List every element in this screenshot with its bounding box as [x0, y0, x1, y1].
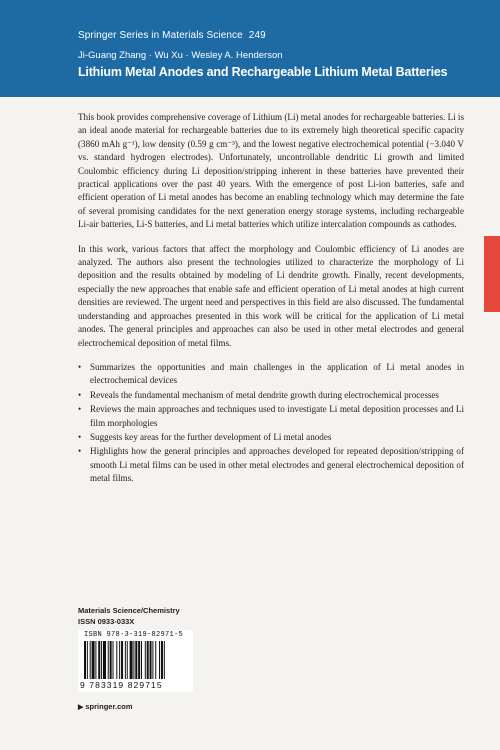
bullet-icon: • [78, 389, 82, 400]
subject-category: Materials Science/Chemistry [78, 606, 180, 615]
bullet-icon: • [78, 361, 82, 372]
series-number: 249 [248, 30, 266, 41]
footer-meta [78, 605, 180, 627]
list-item [78, 389, 464, 402]
description-paragraph-2: In this work, various factors that affect the morphology and Coulombic efficiency of Li anodes are analyzed. The authors also present the technologies utilized to characterize the morphology of Li deposition and the results obtained by modeling of Li dendrite growth. Finally, recent developments, especially the new approaches that enable safe and efficient operation of Li metal anodes at high current densities are reviewed. The urgent need and perspectives in this field are also discussed. The fundamental understanding and approaches presented in this work will be critical for the application of Li metal anodes. The general principles and approaches can also be used in other metal electrodes and general electrochemical deposition of metal films. [78, 243, 464, 348]
list-item [78, 403, 464, 430]
arrow-right-icon: ▶ [78, 704, 84, 711]
barcode-icon [84, 641, 187, 679]
series-name: Springer Series in Materials Science [78, 30, 243, 41]
bullet-icon: • [78, 446, 82, 457]
list-item [78, 431, 464, 444]
authors: Ji-Guang Zhang · Wu Xu · Wesley A. Henderson [78, 50, 283, 61]
list-item-text: Reveals the fundamental mechanism of metal dendrite growth during electrochemical processes [90, 389, 439, 400]
side-color-tab [484, 236, 500, 312]
list-item-text: Reviews the main approaches and techniques used to investigate Li metal deposition processes and Li film morphologies [90, 404, 464, 428]
barcode-box [78, 630, 193, 692]
website-label: springer.com [85, 702, 133, 711]
description-paragraph-1: This book provides comprehensive coverage of Lithium (Li) metal anodes for rechargeable batteries. Li is an ideal anode material for rechargeable batteries due to its extremely high theoretical specific capacity (3860 mAh g⁻¹), low density (0.59 g cm⁻³), and the lowest negative electrochemical potential (−3.040 V vs. standard hydrogen electrodes). Unfortunately, uncontrollable dendritic Li growth and limited Coulombic efficiency during Li deposition/stripping inherent in these batteries have prevented their practical applications over the past 40 years. With the emergence of post Li-ion batteries, safe and efficient operation of Li metal anodes has become an enabling technology which may determine the fate of several promising candidates for the next generation energy storage systems, including rechargeable Li-air batteries, Li-S batteries, and Li metal batteries which utilize intercalation compounds as cathodes. [78, 112, 464, 230]
bullet-icon: • [78, 404, 82, 415]
list-item-text: Summarizes the opportunities and main challenges in the application of Li metal anodes in electrochemical devices [90, 361, 464, 386]
isbn-label: ISBN 978-3-319-82971-5 [84, 631, 184, 639]
isbn-digits: 9 783319 829715 [80, 680, 163, 690]
list-item [78, 361, 464, 388]
list-item-text: Suggests key areas for the further development of Li metal anodes [90, 431, 332, 442]
bullet-icon: • [78, 431, 82, 442]
feature-list [78, 361, 464, 486]
cover-header-band [0, 0, 500, 97]
issn: ISSN 0933-033X [78, 617, 135, 626]
list-item-text: Highlights how the general principles and approaches developed for repeated deposition/stripping of smooth Li metal films can be used in other metal electrodes and general electrochemical deposition of metal films. [90, 446, 464, 484]
publisher-website[interactable] [78, 702, 133, 711]
series-line [78, 30, 266, 41]
list-item [78, 445, 464, 485]
book-title: Lithium Metal Anodes and Rechargeable Lithium Metal Batteries [78, 65, 448, 79]
back-cover-body [78, 111, 464, 487]
